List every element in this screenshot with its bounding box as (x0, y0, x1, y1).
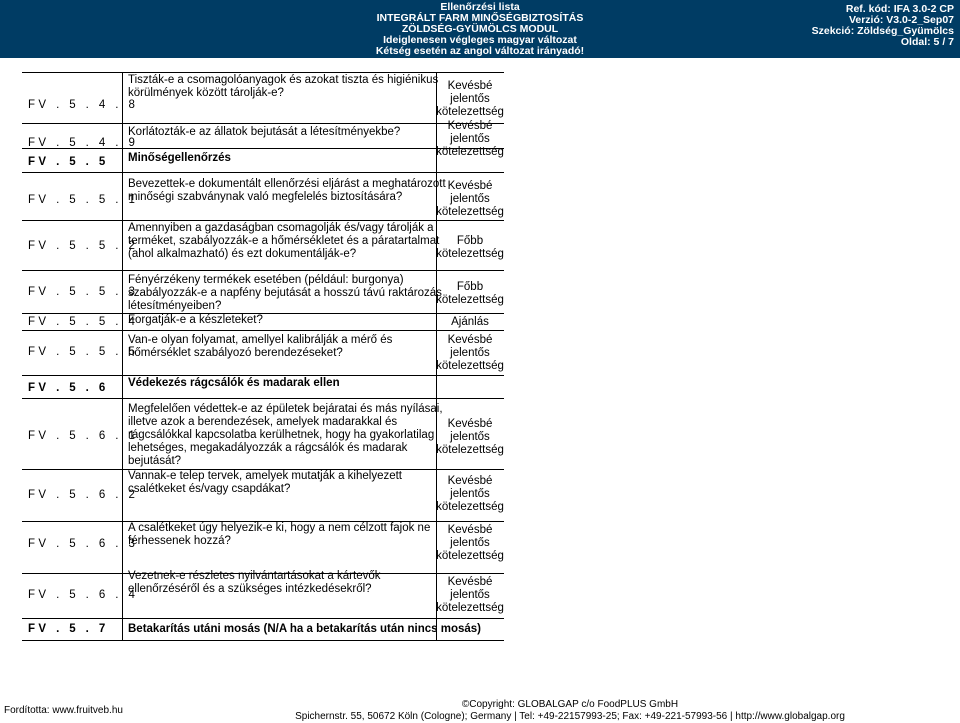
level-line: Főbb (456, 281, 484, 293)
compliance-criteria (128, 126, 400, 139)
criteria-line: körülmények között tárolják-e? (128, 87, 284, 99)
level-line: kötelezettség (436, 146, 504, 158)
row-separator (22, 123, 504, 124)
compliance-criteria (128, 178, 446, 204)
compliance-criteria (128, 570, 381, 596)
compliance-criteria (128, 377, 340, 390)
row-separator (22, 398, 504, 399)
criteria-line: bejutását? (128, 455, 182, 467)
control-point-code: FV . 5 . 6 . 4 (28, 589, 139, 601)
criteria-line: minőségi szabványnak való megfelelés biztosítására? (128, 191, 403, 203)
row-separator (22, 313, 504, 314)
document-header (0, 0, 960, 58)
compliance-level (436, 80, 504, 119)
compliance-criteria (128, 314, 263, 327)
translator-credit: Fordította: www.fruitveb.hu (4, 705, 123, 716)
control-point-code: FV . 5 . 5 . 4 (28, 316, 139, 328)
row-separator (22, 640, 504, 641)
level-line: kötelezettség (436, 206, 504, 218)
compliance-level (436, 334, 504, 373)
control-point-code: FV . 5 . 6 . 2 (28, 489, 139, 501)
version: Verzió: V3.0-2_Sep07 (848, 14, 954, 26)
criteria-line: hőmérséklet szabályozó berendezéseket? (128, 347, 343, 359)
criteria-line: Amennyiben a gazdaságban csomagolják és/vagy tárolják a (128, 222, 434, 234)
criteria-line: Betakarítás utáni mosás (N/A ha a betakarítás után nincs mosás) (128, 623, 482, 635)
criteria-line: ellenőrzéséről és a szükséges intézkedésekről? (128, 583, 372, 595)
level-line: Ajánlás (451, 316, 489, 328)
header-meta (812, 4, 954, 48)
compliance-level (436, 281, 504, 307)
level-line: kötelezettség (436, 106, 504, 118)
level-line: jelentős (450, 347, 490, 359)
compliance-criteria (128, 222, 439, 261)
control-point-code: FV . 5 . 6 (28, 382, 109, 394)
compliance-level (436, 524, 504, 563)
criteria-line: Fényérzékeny termékek esetében (például: burgonya) (128, 274, 404, 286)
header-line: INTEGRÁLT FARM MINŐSÉGBIZTOSÍTÁS (376, 12, 584, 24)
criteria-line: (ahol alkalmazható) és ezt dokumentálják-e? (128, 248, 357, 260)
criteria-line: férhessenek hozzá? (128, 535, 231, 547)
row-separator (22, 72, 504, 73)
criteria-line: Bevezettek-e dokumentált ellenőrzési eljárást a meghatározott (128, 178, 446, 190)
level-line: kötelezettség (436, 360, 504, 372)
level-line: kötelezettség (436, 248, 504, 260)
control-point-code: FV . 5 . 4 . 8 (28, 99, 139, 111)
row-separator (22, 375, 504, 376)
control-point-code: FV . 5 . 5 . 5 (28, 346, 139, 358)
compliance-criteria (128, 334, 392, 360)
criteria-line: terméket, szabályozzák-e a hőmérsékletet és a páratartalmat (128, 235, 440, 247)
compliance-criteria (128, 470, 402, 496)
control-point-code: FV . 5 . 5 (28, 156, 109, 168)
control-point-code: FV . 5 . 7 (28, 623, 109, 635)
criteria-line: Minőségellenőrzés (128, 152, 231, 164)
criteria-line: Védekezés rágcsálók és madarak ellen (128, 377, 340, 389)
compliance-criteria (128, 274, 442, 313)
row-separator (22, 148, 504, 149)
level-line: jelentős (450, 93, 490, 105)
compliance-level (436, 576, 504, 615)
header-line: Ideiglenesen végleges magyar változat (383, 34, 577, 46)
level-line: Kevésbé (447, 334, 493, 346)
criteria-line: létesítményeiben? (128, 300, 222, 312)
header-line: ZÖLDSÉG-GYÜMÖLCS MODUL (401, 23, 559, 35)
row-separator (22, 618, 504, 619)
header-title: Ellenőrzési lista (440, 1, 520, 13)
compliance-criteria (128, 623, 481, 636)
level-line: jelentős (450, 537, 490, 549)
level-line: kötelezettség (436, 550, 504, 562)
control-point-code: FV . 5 . 5 . 1 (28, 194, 139, 206)
level-line: jelentős (450, 488, 490, 500)
copyright-line: ©Copyright: GLOBALGAP c/o FoodPLUS GmbH (461, 699, 679, 710)
level-line: Főbb (456, 235, 484, 247)
header-line: Kétség esetén az angol változat irányadó! (375, 45, 585, 57)
criteria-line: Tiszták-e a csomagolóanyagok és azokat tiszta és higiénikus (128, 74, 439, 86)
level-line: Kevésbé (447, 120, 493, 132)
level-line: kötelezettség (436, 294, 504, 306)
criteria-line: A csalétkeket úgy helyezik-e ki, hogy a nem célzott fajok ne (128, 522, 431, 534)
row-separator (22, 172, 504, 173)
compliance-level (436, 235, 504, 261)
criteria-line: Vezetnek-e részletes nyilvántartásokat a kártevők (128, 570, 381, 582)
compliance-level (436, 475, 504, 514)
level-line: Kevésbé (447, 80, 493, 92)
compliance-criteria (128, 152, 231, 165)
compliance-level (436, 418, 504, 457)
section: Szekció: Zöldség_Gyümölcs (811, 25, 954, 37)
control-point-code: FV . 5 . 6 . 1 (28, 430, 139, 442)
compliance-level (436, 120, 504, 159)
level-line: Kevésbé (447, 576, 493, 588)
criteria-line: lehetséges, megakadályozzák a rágcsálók és madarak (128, 442, 408, 454)
control-point-code: FV . 5 . 5 . 2 (28, 240, 139, 252)
control-point-code: FV . 5 . 5 . 3 (28, 286, 139, 298)
ref-code: Ref. kód: IFA 3.0-2 CP (845, 3, 954, 15)
level-line: jelentős (450, 431, 490, 443)
control-point-code: FV . 5 . 6 . 3 (28, 538, 139, 550)
level-line: jelentős (450, 589, 490, 601)
address-line: Spichernstr. 55, 50672 Köln (Cologne); Germany | Tel: +49-22157993-25; Fax: +49-221-57993-56 | http://www.globalgap.org (295, 711, 845, 722)
page-number: Oldal: 5 / 7 (900, 36, 954, 48)
level-line: Kevésbé (447, 180, 493, 192)
row-separator (22, 220, 504, 221)
compliance-level (436, 316, 504, 329)
level-line: kötelezettség (436, 444, 504, 456)
level-line: kötelezettség (436, 501, 504, 513)
criteria-line: Van-e olyan folyamat, amellyel kalibrálják a mérő és (128, 334, 393, 346)
footer-copyright (180, 699, 960, 723)
row-separator (22, 270, 504, 271)
criteria-line: Vannak-e telep tervek, amelyek mutatják a kihelyezett (128, 470, 403, 482)
criteria-line: szabályozzák-e a napfény bejutását a hosszú távú raktározás (128, 287, 442, 299)
level-line: jelentős (450, 193, 490, 205)
criteria-line: csalétkeket és/vagy csapdákat? (128, 483, 291, 495)
level-line: Kevésbé (447, 418, 493, 430)
level-line: jelentős (450, 133, 490, 145)
header-center (260, 2, 700, 57)
criteria-line: illetve azok a berendezések, amelyek madarakkal és (128, 416, 398, 428)
compliance-criteria (128, 403, 443, 468)
row-separator (22, 330, 504, 331)
control-point-code: FV . 5 . 4 . 9 (28, 137, 139, 149)
criteria-line: Korlátozták-e az állatok bejutását a létesítményekbe? (128, 126, 401, 138)
criteria-line: Forgatják-e a készleteket? (128, 314, 263, 326)
compliance-level (436, 180, 504, 219)
criteria-line: rágcsálókkal kapcsolatba kerülhetnek, hogy ha gyakorlatilag (128, 429, 435, 441)
criteria-line: Megfelelően védettek-e az épületek bejáratai és más nyílásai, (128, 403, 443, 415)
compliance-criteria (128, 522, 430, 548)
level-line: Kevésbé (447, 475, 493, 487)
level-line: Kevésbé (447, 524, 493, 536)
compliance-criteria (128, 74, 438, 100)
level-line: kötelezettség (436, 602, 504, 614)
